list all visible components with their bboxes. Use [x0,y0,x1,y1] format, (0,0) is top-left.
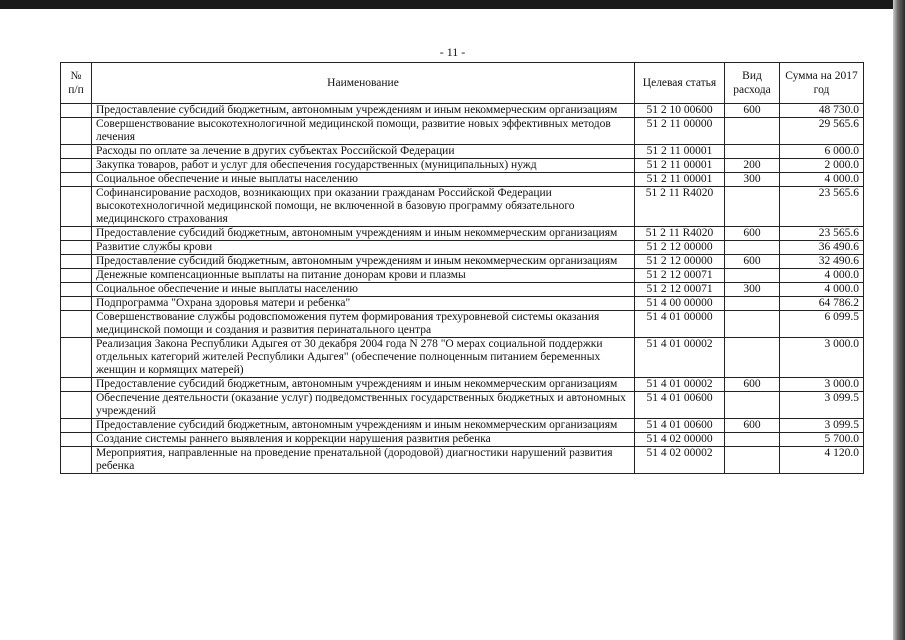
row-target-article: 51 2 12 00071 [635,269,725,283]
row-expense-type: 600 [725,419,780,433]
row-expense-type [725,297,780,311]
table-row [61,419,864,433]
header-num: № п/п [61,63,92,104]
row-expense-type: 200 [725,159,780,173]
row-target-article: 51 2 11 00000 [635,118,725,145]
row-target-article: 51 4 01 00002 [635,338,725,378]
row-amount: 64 786.2 [780,297,864,311]
row-amount: 6 099.5 [780,311,864,338]
row-name: Совершенствование службы родовспоможения путем формирования трехуровневой системы оказания медицинской помощи и создания и развития перинатального центра [92,311,635,338]
header-code: Целевая статья [635,63,725,104]
row-amount: 5 700.0 [780,433,864,447]
row-target-article: 51 2 11 00001 [635,159,725,173]
row-target-article: 51 4 01 00600 [635,419,725,433]
row-name: Обеспечение деятельности (оказание услуг) подведомственных государственных бюджетных и автономных учреждений [92,392,635,419]
row-target-article: 51 4 02 00002 [635,447,725,474]
row-expense-type [725,118,780,145]
row-name: Подпрограмма "Охрана здоровья матери и ребенка" [92,297,635,311]
table-row [61,187,864,227]
row-number [61,145,92,159]
table-row [61,269,864,283]
page-number: - 11 - [439,45,466,59]
row-amount: 4 000.0 [780,269,864,283]
row-name: Предоставление субсидий бюджетным, автономным учреждениям и иным некоммерческим организациям [92,378,635,392]
row-amount: 3 099.5 [780,419,864,433]
row-expense-type: 600 [725,104,780,118]
table-row [61,378,864,392]
row-number [61,283,92,297]
table-row [61,338,864,378]
row-name: Предоставление субсидий бюджетным, автономным учреждениям и иным некоммерческим организациям [92,419,635,433]
table-body [61,104,864,474]
row-number [61,255,92,269]
row-amount: 29 565.6 [780,118,864,145]
row-target-article: 51 2 11 00001 [635,173,725,187]
row-name: Предоставление субсидий бюджетным, автономным учреждениям и иным некоммерческим организациям [92,227,635,241]
row-amount: 23 565.6 [780,227,864,241]
table-row [61,173,864,187]
row-number [61,104,92,118]
row-target-article: 51 4 00 00000 [635,297,725,311]
row-amount: 48 730.0 [780,104,864,118]
table-row [61,311,864,338]
row-number [61,297,92,311]
row-expense-type [725,269,780,283]
row-expense-type [725,392,780,419]
row-expense-type: 600 [725,227,780,241]
row-target-article: 51 2 12 00071 [635,283,725,297]
row-name: Совершенствование высокотехнологичной медицинской помощи, развитие новых эффективных методов лечения [92,118,635,145]
row-name: Закупка товаров, работ и услуг для обеспечения государственных (муниципальных) нужд [92,159,635,173]
row-target-article: 51 2 12 00000 [635,241,725,255]
row-name: Реализация Закона Республики Адыгея от 30 декабря 2004 года N 278 "О мерах социальной поддержки отдельных категорий жителей Республики Адыгея" (обеспечение полноценным питанием беременных женщин и кормящих матерей) [92,338,635,378]
row-amount: 4 120.0 [780,447,864,474]
row-name: Предоставление субсидий бюджетным, автономным учреждениям и иным некоммерческим организациям [92,104,635,118]
row-name: Софинансирование расходов, возникающих при оказании гражданам Российской Федерации высокотехнологичной медицинской помощи, не включенной в базовую программу обязательного медицинского страхования [92,187,635,227]
table-row [61,447,864,474]
row-name: Развитие службы крови [92,241,635,255]
row-target-article: 51 4 01 00600 [635,392,725,419]
row-target-article: 51 2 11 R4020 [635,187,725,227]
row-amount: 2 000.0 [780,159,864,173]
row-name: Мероприятия, направленные на проведение пренатальной (дородовой) диагностики нарушений развития ребенка [92,447,635,474]
row-name: Социальное обеспечение и иные выплаты населению [92,283,635,297]
table-row [61,283,864,297]
row-number [61,118,92,145]
row-number [61,433,92,447]
row-number [61,241,92,255]
row-number [61,159,92,173]
table-header-row [61,63,864,104]
row-target-article: 51 2 11 00001 [635,145,725,159]
table-row [61,118,864,145]
row-expense-type: 600 [725,378,780,392]
row-target-article: 51 4 02 00000 [635,433,725,447]
row-expense-type [725,241,780,255]
row-amount: 4 000.0 [780,173,864,187]
row-number [61,269,92,283]
row-target-article: 51 4 01 00002 [635,378,725,392]
scan-top-edge [0,0,905,9]
row-expense-type [725,447,780,474]
row-expense-type [725,338,780,378]
row-name: Расходы по оплате за лечение в других субъектах Российской Федерации [92,145,635,159]
table-row [61,297,864,311]
row-target-article: 51 2 10 00600 [635,104,725,118]
table-row [61,255,864,269]
row-number [61,227,92,241]
header-type: Вид расхода [725,63,780,104]
row-number [61,311,92,338]
row-number [61,338,92,378]
row-amount: 36 490.6 [780,241,864,255]
row-number [61,378,92,392]
table-row [61,159,864,173]
table-row [61,145,864,159]
row-expense-type [725,145,780,159]
table-row [61,392,864,419]
row-number [61,187,92,227]
budget-table [60,62,864,474]
row-expense-type: 300 [725,283,780,297]
row-target-article: 51 2 11 R4020 [635,227,725,241]
row-name: Социальное обеспечение и иные выплаты населению [92,173,635,187]
row-expense-type [725,433,780,447]
row-amount: 6 000.0 [780,145,864,159]
row-expense-type: 300 [725,173,780,187]
table-row [61,433,864,447]
row-amount: 3 000.0 [780,378,864,392]
row-target-article: 51 4 01 00000 [635,311,725,338]
row-amount: 3 099.5 [780,392,864,419]
table-row [61,104,864,118]
header-name: Наименование [92,63,635,104]
table-row [61,227,864,241]
row-name: Денежные компенсационные выплаты на питание донорам крови и плазмы [92,269,635,283]
row-name: Создание системы раннего выявления и коррекции нарушения развития ребенка [92,433,635,447]
header-sum: Сумма на 2017 год [780,63,864,104]
row-amount: 4 000.0 [780,283,864,297]
row-target-article: 51 2 12 00000 [635,255,725,269]
row-amount: 23 565.6 [780,187,864,227]
table-row [61,241,864,255]
row-expense-type: 600 [725,255,780,269]
row-amount: 3 000.0 [780,338,864,378]
row-amount: 32 490.6 [780,255,864,269]
row-number [61,419,92,433]
row-number [61,447,92,474]
row-number [61,392,92,419]
row-expense-type [725,187,780,227]
row-name: Предоставление субсидий бюджетным, автономным учреждениям и иным некоммерческим организациям [92,255,635,269]
row-expense-type [725,311,780,338]
scan-right-edge [893,0,905,640]
row-number [61,173,92,187]
